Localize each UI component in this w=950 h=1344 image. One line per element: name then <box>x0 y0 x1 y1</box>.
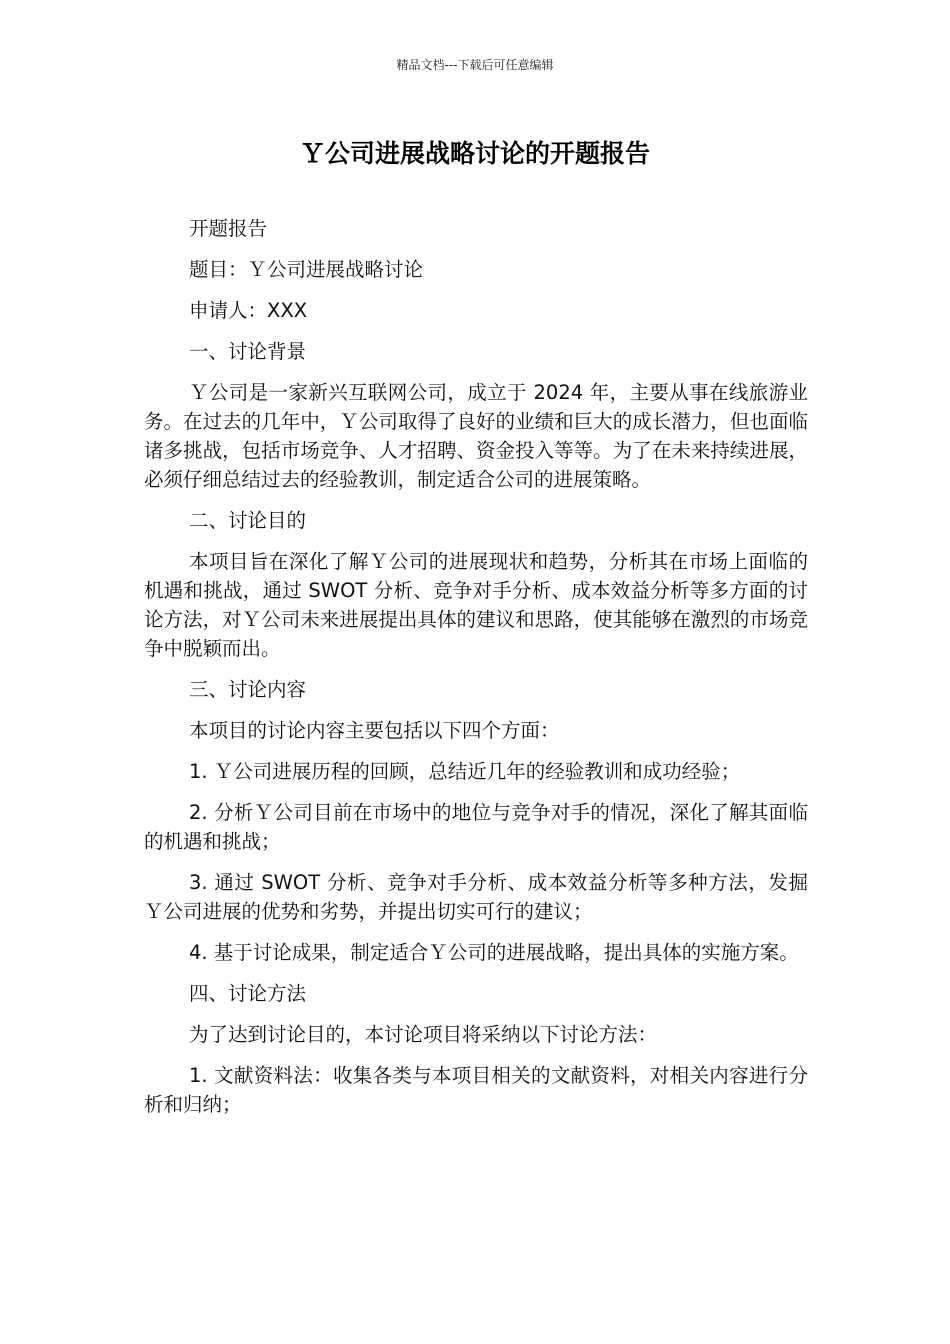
paragraph-content-intro: 本项目的讨论内容主要包括以下四个方面： <box>189 719 560 742</box>
document-body <box>144 214 808 1131</box>
document-title: Ｙ公司进展战略讨论的开题报告 <box>299 139 650 168</box>
page-header: 精品文档---下载后可任意编辑 <box>396 58 554 72</box>
list-item: 2. 分析Ｙ公司目前在市场中的地位与竞争对手的情况，深化了解其面临的机遇和挑战； <box>144 801 808 853</box>
paragraph-applicant: 申请人：XXX <box>189 299 308 322</box>
section-heading-content: 三、讨论内容 <box>189 678 307 701</box>
list-item: 4. 基于讨论成果，制定适合Ｙ公司的进展战略，提出具体的实施方案。 <box>189 941 799 964</box>
section-heading-purpose: 二、讨论目的 <box>189 509 307 532</box>
section-heading-methods: 四、讨论方法 <box>189 982 307 1005</box>
list-item: 3. 通过 SWOT 分析、竞争对手分析、成本效益分析等多种方法，发掘Ｙ公司进展的优势和劣势，并提出切实可行的建议； <box>144 871 808 923</box>
paragraph-methods-intro: 为了达到讨论目的，本讨论项目将采纳以下讨论方法： <box>189 1023 658 1046</box>
list-item: 1. Ｙ公司进展历程的回顾，总结近几年的经验教训和成功经验； <box>189 760 741 783</box>
paragraph-topic: 题目：Ｙ公司进展战略讨论 <box>189 258 424 281</box>
section-heading-background: 一、讨论背景 <box>189 340 307 363</box>
list-item: 1. 文献资料法：收集各类与本项目相关的文献资料，对相关内容进行分析和归纳； <box>144 1064 808 1116</box>
paragraph-purpose: 本项目旨在深化了解Ｙ公司的进展现状和趋势，分析其在市场上面临的机遇和挑战，通过 SWOT 分析、竞争对手分析、成本效益分析等多方面的讨论方法，对Ｙ公司未来进展提出具体的建议和思路，使其能够在激烈的市场竞争中脱颖而出。 <box>144 550 808 660</box>
paragraph-background: Ｙ公司是一家新兴互联网公司，成立于 2024 年，主要从事在线旅游业务。在过去的几年中，Ｙ公司取得了良好的业绩和巨大的成长潜力，但也面临诸多挑战，包括市场竞争、人才招聘、资金投入等等。为了在未来持续进展，必须仔细总结过去的经验教训，制定适合公司的进展策略。 <box>144 381 808 491</box>
paragraph-report-label: 开题报告 <box>189 217 268 240</box>
